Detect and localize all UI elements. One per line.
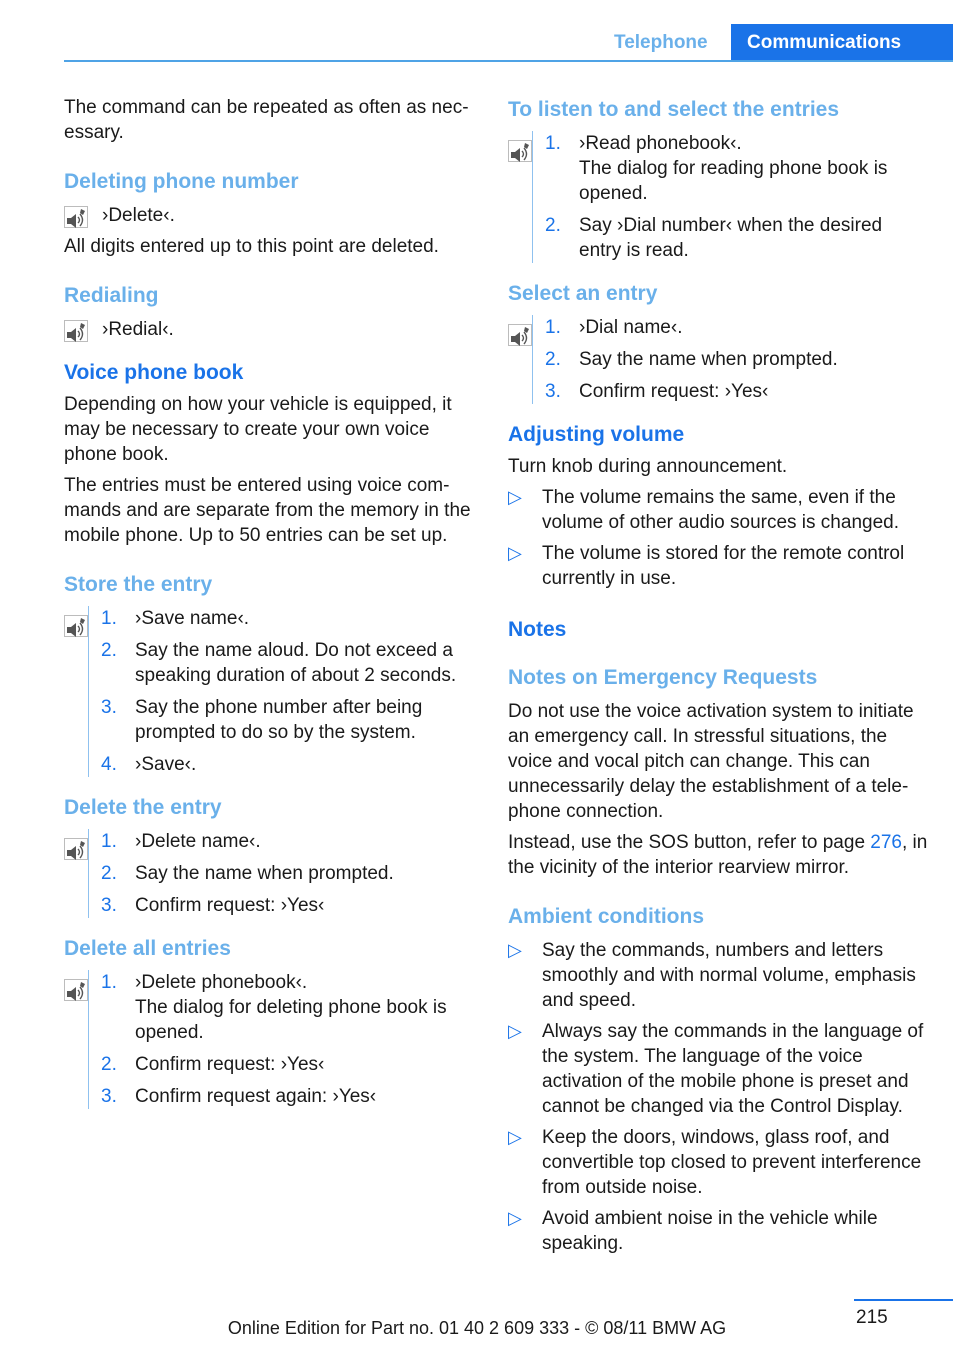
list-item: ▷ The volume is stored for the remote control currently in use. (508, 543, 905, 589)
voice-command-icon (64, 979, 88, 1001)
select-heading: Select an entry (508, 282, 658, 305)
header-chapter: Communications (731, 24, 953, 62)
list-item: 1. ›Delete phonebook‹. The dialog for deleting phone book is opened. (101, 972, 447, 1043)
triangle-bullet-icon: ▷ (508, 1208, 522, 1228)
list-item: 2. Say the name when prompted. (545, 349, 838, 370)
emergency-heading: Notes on Emergency Requests (508, 666, 818, 689)
listen-heading: To listen to and select the entries (508, 98, 840, 121)
voice-command-icon (508, 140, 532, 162)
steps-rule (88, 970, 89, 1109)
ambient-heading: Ambient conditions (508, 905, 704, 928)
steps-rule (88, 829, 89, 918)
list-item: 1. ›Save name‹. (101, 608, 250, 629)
voice-command-icon (508, 324, 532, 346)
deleting-text: All digits entered up to this point are deleted. (64, 236, 439, 257)
page-number-rule (854, 1299, 953, 1301)
list-item: 1. ›Delete name‹. (101, 831, 261, 852)
list-item: ▷ Avoid ambient noise in the vehicle while speaking. (508, 1208, 878, 1254)
list-item: ▷ Always say the commands in the language of the system. The language of the voice activation of the mobile phone is preset and cannot be changed via the Control Display. (508, 1021, 924, 1117)
delete-all-steps (64, 970, 480, 1109)
left-column (64, 95, 480, 1116)
steps-rule (532, 131, 533, 263)
redialing-command-text: ›Redial‹. (102, 319, 174, 340)
list-item: 3. Say the phone number after being prompted to do so by the system. (101, 697, 423, 743)
store-heading: Store the entry (64, 573, 213, 596)
page-link[interactable]: 276 (870, 832, 902, 853)
deleting-command (64, 203, 480, 228)
store-steps (64, 606, 480, 777)
redialing-command (64, 317, 480, 342)
list-item: 2. Say the name when prompted. (101, 863, 394, 884)
list-item: 1. ›Read phonebook‹. The dialog for reading phone book is opened. (545, 133, 888, 204)
redialing-heading: Redialing (64, 284, 159, 307)
volume-heading: Adjusting volume (508, 423, 685, 446)
deleting-command-text: ›Delete‹. (102, 205, 175, 226)
list-item: 3. Confirm request again: ›Yes‹ (101, 1086, 377, 1107)
triangle-bullet-icon: ▷ (508, 940, 522, 960)
voice-book-p1: Depending on how your vehicle is equipped, it may be necessary to create your own voice phone book. (64, 394, 452, 465)
delete-entry-heading: Delete the entry (64, 796, 222, 819)
list-item: 4. ›Save‹. (101, 754, 197, 775)
list-item: 3. Confirm request: ›Yes‹ (545, 381, 769, 402)
triangle-bullet-icon: ▷ (508, 543, 522, 563)
page-number: 215 (856, 1307, 888, 1328)
voice-command-icon (64, 320, 88, 342)
list-item: 3. Confirm request: ›Yes‹ (101, 895, 325, 916)
triangle-bullet-icon: ▷ (508, 1127, 522, 1147)
delete-all-heading: Delete all entries (64, 937, 231, 960)
triangle-bullet-icon: ▷ (508, 1021, 522, 1041)
list-item: 2. Confirm request: ›Yes‹ (101, 1054, 325, 1075)
listen-steps (508, 131, 928, 263)
intro-text: The command can be repeated as often as necessary. (64, 97, 469, 143)
delete-entry-steps (64, 829, 480, 918)
voice-book-p2: The entries must be entered using voice commands and are separate from the memory in the mobile phone. Up to 50 entries can be set up. (64, 475, 471, 546)
triangle-bullet-icon: ▷ (508, 487, 522, 507)
volume-text: Turn knob during announcement. (508, 456, 788, 477)
deleting-heading: Deleting phone number (64, 170, 299, 193)
voice-command-icon (64, 838, 88, 860)
list-item: ▷ Say the commands, numbers and letters smoothly and with normal volume, emphasis and speed. (508, 940, 916, 1011)
voice-command-icon (64, 206, 88, 228)
right-column (508, 95, 928, 1262)
list-item: ▷ The volume remains the same, even if the volume of other audio sources is changed. (508, 487, 899, 533)
list-item: 1. ›Dial name‹. (545, 317, 683, 338)
steps-rule (88, 606, 89, 777)
header-rule (64, 60, 953, 62)
steps-rule (532, 315, 533, 404)
emergency-p1: Do not use the voice activation system to initiate an emergency call. In stressful situations, the voice and vocal pitch can change. This can unnecessarily delay the establishment of a telephone connection. (508, 701, 914, 822)
voice-command-icon (64, 615, 88, 637)
list-item: 2. Say the name aloud. Do not exceed a speaking duration of about 2 seconds. (101, 640, 457, 686)
list-item: ▷ Keep the doors, windows, glass roof, and convertible top closed to prevent interference from outside noise. (508, 1127, 922, 1198)
emergency-p2: Instead, use the SOS button, refer to page 276, in the vicinity of the interior rearview mirror. (508, 832, 928, 878)
list-item: 2. Say ›Dial number‹ when the desired entry is read. (545, 215, 883, 261)
header-section: Telephone (614, 32, 708, 53)
footer-text: Online Edition for Part no. 01 40 2 609 333 - © 08/11 BMW AG (227, 1318, 727, 1338)
voice-book-heading: Voice phone book (64, 361, 244, 384)
notes-heading: Notes (508, 618, 567, 641)
select-steps (508, 315, 928, 404)
